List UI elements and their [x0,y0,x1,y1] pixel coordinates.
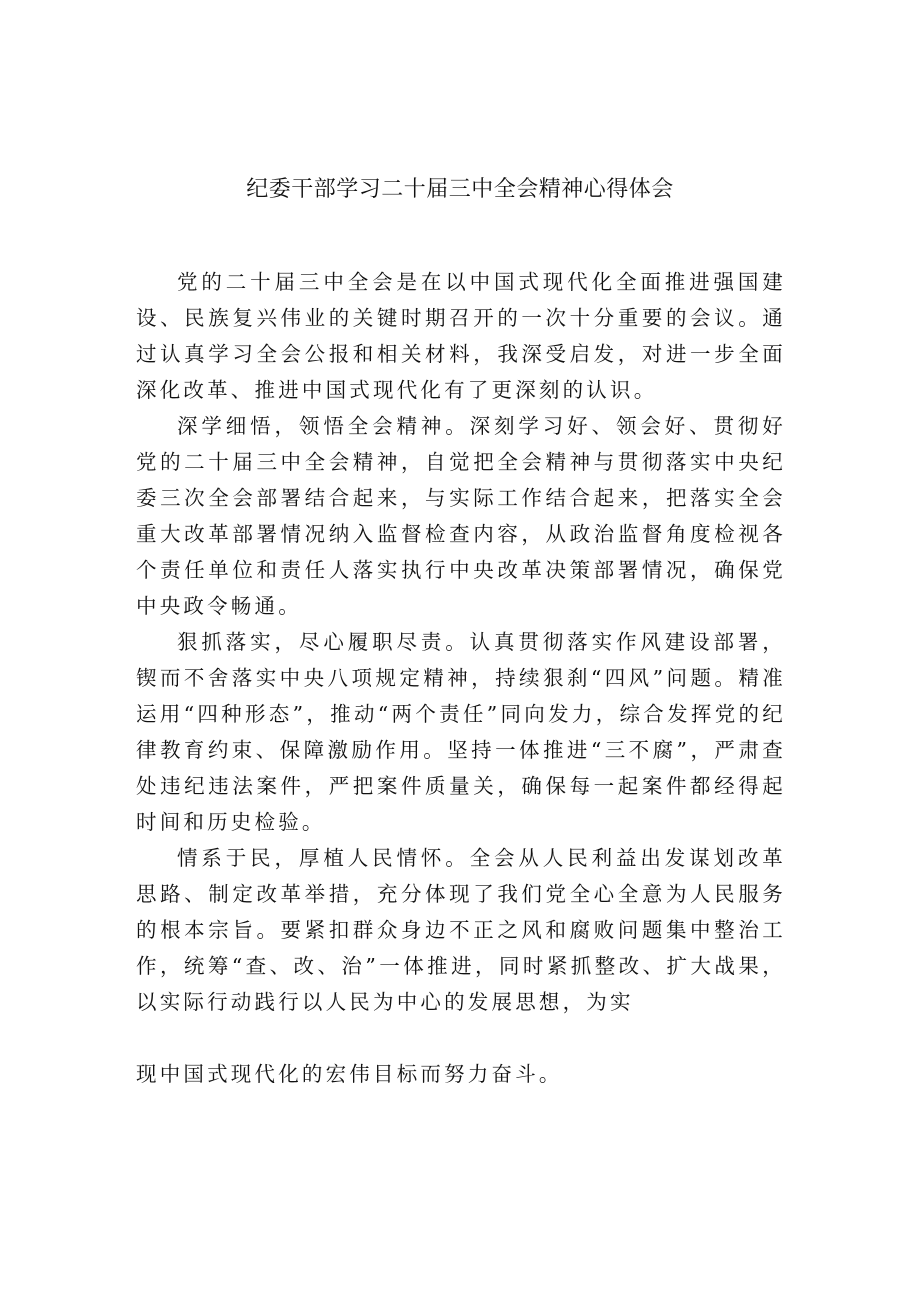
document-title: 纪委干部学习二十届三中全会精神心得体会 [246,177,674,202]
paragraph-conclusion: 现中国式现代化的宏伟目标而努力奋斗。 [136,1062,563,1086]
document-body [136,264,786,1092]
paragraph-people: 情系于民，厚植人民情怀。全会从人民利益出发谋划改革思路、制定改革举措，充分体现了我们党全心全意为人民服务的根本宗旨。要紧扣群众身边不正之风和腐败问题集中整治工作，统筹“查、改、治”一体推进，同时紧抓整改、扩大战果，以实际行动践行以人民为中心的发展思想，为实 [136,846,786,1014]
paragraph-implement: 狠抓落实，尽心履职尽责。认真贯彻落实作风建设部署，锲而不舍落实中央八项规定精神，持续狠刹“四风”问题。精准运用“四种形态”，推动“两个责任”同向发力，综合发挥党的纪律教育约束、保障激励作用。坚持一体推进“三不腐”，严肃查处违纪违法案件，严把案件质量关，确保每一起案件都经得起时间和历史检验。 [136,630,786,834]
paragraph-study: 深学细悟，领悟全会精神。深刻学习好、领会好、贯彻好党的二十届三中全会精神，自觉把全会精神与贯彻落实中央纪委三次全会部署结合起来，与实际工作结合起来，把落实全会重大改革部署情况纳入监督检查内容，从政治监督角度检视各个责任单位和责任人落实执行中央改革决策部署情况，确保党中央政令畅通。 [136,414,786,618]
paragraph-intro: 党的二十届三中全会是在以中国式现代化全面推进强国建设、民族复兴伟业的关键时期召开的一次十分重要的会议。通过认真学习全会公报和相关材料，我深受启发，对进一步全面深化改革、推进中国式现代化有了更深刻的认识。 [136,270,786,402]
